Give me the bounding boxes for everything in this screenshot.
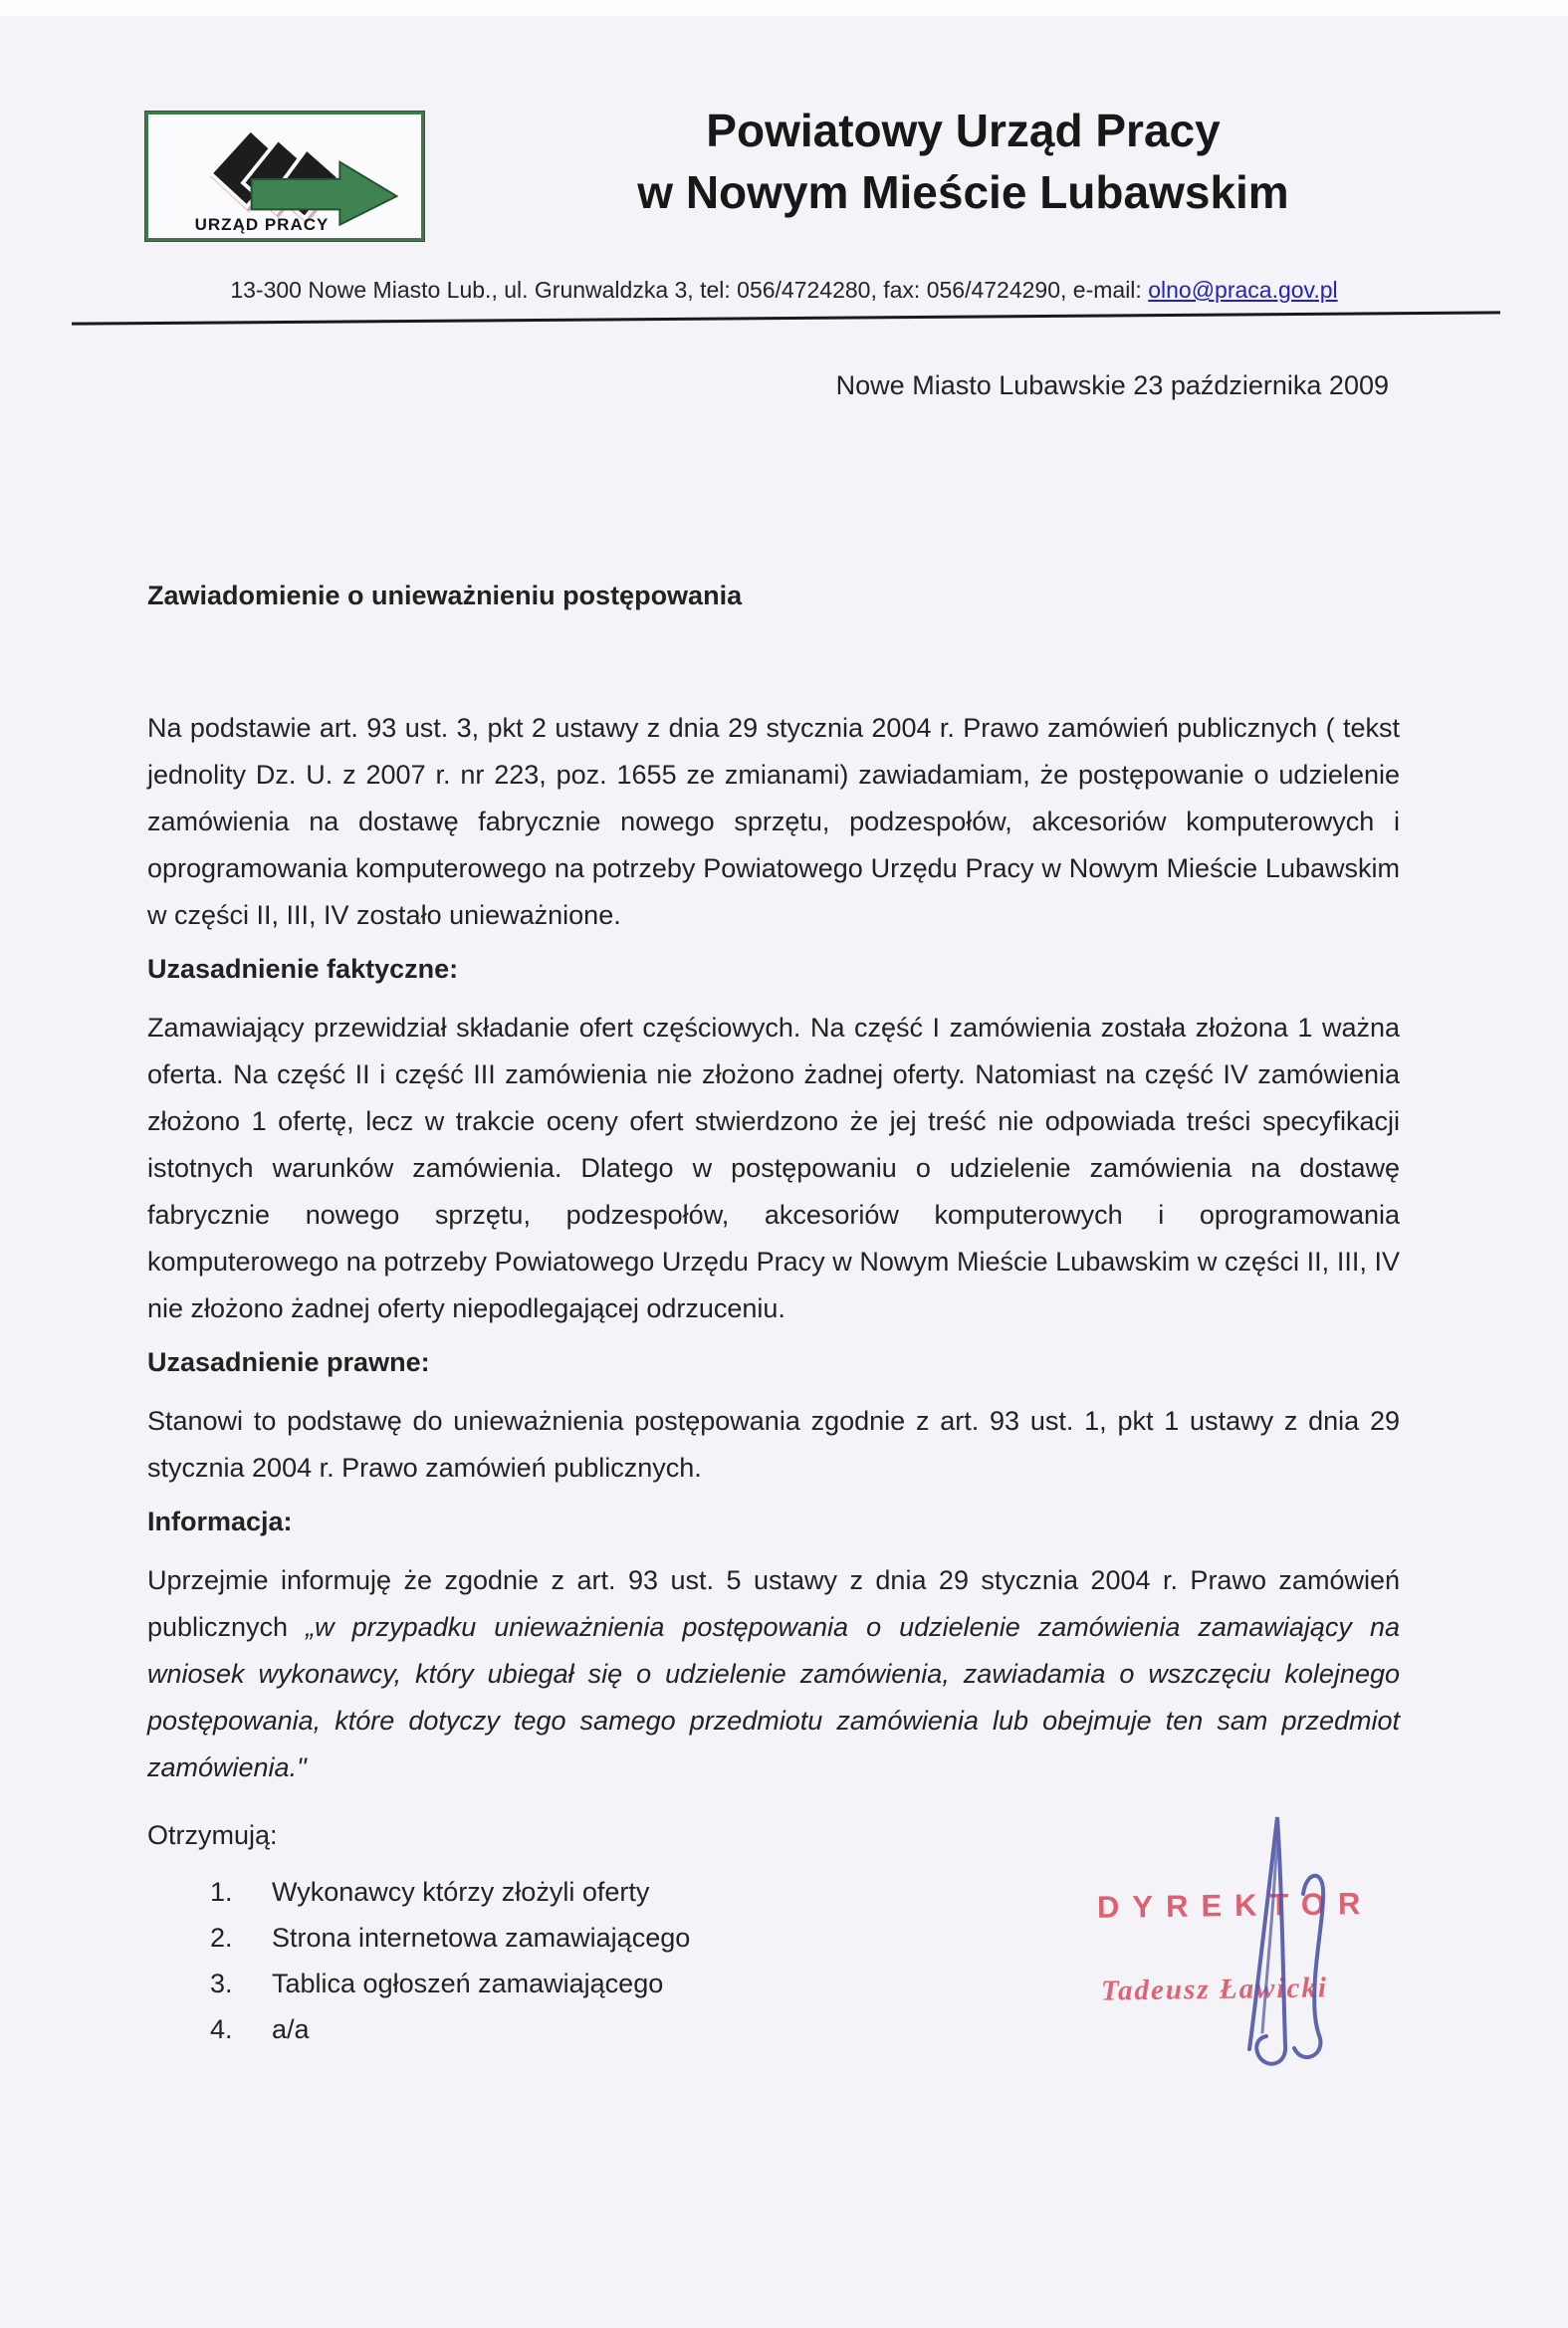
organization-name-line1: Powiatowy Urząd Pracy — [706, 105, 1221, 156]
section-heading-factual: Uzasadnienie faktyczne: — [147, 954, 459, 984]
list-item-text: Strona internetowa zamawiającego — [272, 1923, 691, 1953]
list-item-text: Wykonawcy którzy złożyli oferty — [272, 1877, 650, 1907]
director-stamp-title: DYREKTOR — [1096, 1886, 1374, 1925]
list-item-text: Tablica ogłoszeń zamawiającego — [272, 1969, 664, 1998]
document-title: Zawiadomienie o unieważnieniu postępowania — [147, 581, 743, 610]
list-item-text: a/a — [272, 2014, 310, 2044]
information-lead: Uprzejmie informuję że zgodnie z art. 93 ust. 5 ustawy z dnia 29 stycznia 2004 r. Prawo zamówień publicznych — [147, 1565, 1400, 1642]
section-text-information — [147, 1557, 1400, 1791]
logo-caption: URZĄD PRACY — [194, 215, 330, 234]
distribution-label: Otrzymują: — [147, 1820, 278, 1850]
intro-paragraph: Na podstawie art. 93 ust. 3, pkt 2 ustawy z dnia 29 stycznia 2004 r. Prawo zamówień publicznych ( tekst jednolity Dz. U. z 2007 r. nr 223, poz. 1655 ze zmianami) zawiadamiam, że postępowanie o udzielenie zamówienia na dostawę fabrycznie nowego sprzętu, podzespołów, akcesoriów komputerowych i oprogramowania komputerowego na potrzeby Powiatowego Urzędu Pracy w Nowym Mieście Lubawskim w części II, III, IV zostało unieważnione. — [147, 713, 1400, 930]
email-link[interactable]: olno@praca.gov.pl — [1148, 277, 1338, 303]
organization-name — [428, 100, 1498, 223]
section-heading-legal: Uzasadnienie prawne: — [147, 1347, 430, 1377]
header-divider — [72, 311, 1500, 325]
handwritten-signature — [1175, 1798, 1374, 2077]
director-stamp-name: Tadeusz Ławicki — [1100, 1972, 1329, 2007]
address-text: 13-300 Nowe Miasto Lub., ul. Grunwaldzka 3, tel: 056/4724280, fax: 056/4724290, e-mail: — [230, 277, 1149, 303]
section-text-legal: Stanowi to podstawę do unieważnienia postępowania zgodnie z art. 93 ust. 1, pkt 1 ustawy z dnia 29 stycznia 2004 r. Prawo zamówień publicznych. — [147, 1406, 1400, 1483]
organization-name-line2: w Nowym Mieście Lubawskim — [637, 166, 1289, 218]
section-text-factual: Zamawiający przewidział składanie ofert częściowych. Na część I zamówienia została złożona 1 ważna oferta. Na część II i część III zamówienia nie złożono żadnej oferty. Natomiast na część IV zamówienia złożono 1 ofertę, lecz w trakcie oceny ofert stwierdzono że jej treść nie odpowiada treści specyfikacji istotnych warunków zamówienia. Dlatego w postępowaniu o udzielenie zamówienia na dostawę fabrycznie nowego sprzętu, podzespołów, akcesoriów komputerowych i oprogramowania komputerowego na potrzeby Powiatowego Urzędu Pracy w Nowym Mieście Lubawskim w części II, III, IV nie złożono żadnej oferty niepodlegającej odrzuceniu. — [147, 1013, 1400, 1323]
section-heading-information: Informacja: — [147, 1507, 293, 1536]
urzad-pracy-logo — [145, 112, 424, 241]
information-quote: „w przypadku unieważnienia postępowania o udzielenie zamówienia zamawiający na wniosek wykonawcy, który ubiegał się o udzielenie zamówienia, zawiadamia o wszczęciu kolejnego postępowania, które dotyczy tego samego przedmiotu zamówienia lub obejmuje ten sam przedmiot zamówienia." — [147, 1612, 1400, 1782]
place-and-date: Nowe Miasto Lubawskie 23 października 2009 — [835, 370, 1389, 400]
contact-line — [0, 277, 1568, 304]
